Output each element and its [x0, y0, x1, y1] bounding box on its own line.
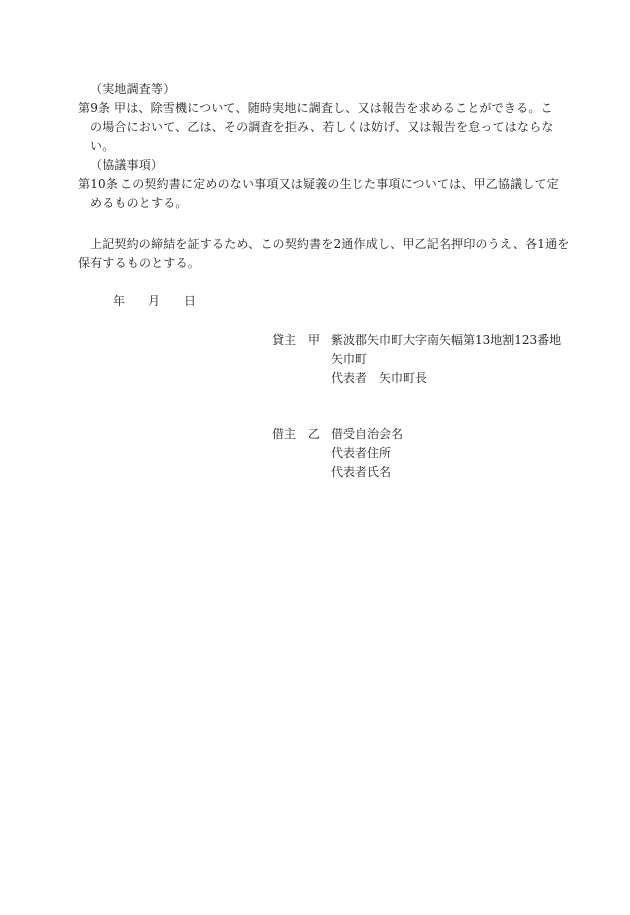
article10-text-line1: この契約書に定めのない事項又は疑義の生じた事項については、甲乙協議して定 — [120, 177, 559, 191]
article10-line1 — [78, 175, 559, 194]
article9-text-line3: い。 — [90, 139, 115, 153]
article9-line1 — [78, 99, 553, 118]
borrower-label: 借主 乙 — [272, 427, 321, 441]
date-year: 年 — [113, 294, 126, 308]
article9-heading: （実地調査等） — [90, 82, 176, 96]
borrower-name: 借受自治会名 — [331, 427, 404, 441]
article10-number: 第10条 — [78, 177, 119, 191]
date-day: 日 — [184, 294, 197, 308]
lender-label: 貸主 甲 — [272, 333, 321, 347]
borrower-representative: 代表者氏名 — [331, 465, 392, 479]
lender-representative: 代表者 矢巾町長 — [331, 371, 428, 385]
borrower-address: 代表者住所 — [331, 446, 392, 460]
closing-line1: 上記契約の締結を証するため、この契約書を2通作成し、甲乙記名押印のうえ、各1通を — [90, 237, 570, 251]
lender-address: 紫波郡矢巾町大字南矢幅第13地割123番地 — [331, 333, 562, 347]
lender-name: 矢巾町 — [331, 352, 368, 366]
closing-line2: 保有するものとする。 — [78, 256, 201, 270]
article10-heading: （協議事項） — [90, 158, 164, 172]
article9-text-line2: の場合において、乙は、その調査を拒み、若しくは妨げ、又は報告を怠ってはならな — [90, 120, 554, 134]
date-month: 月 — [148, 294, 161, 308]
article10-text-line2: めるものとする。 — [90, 196, 188, 210]
article9-number: 第9条 — [78, 101, 111, 115]
article9-text-line1: 甲は、除雪機について、随時実地に調査し、又は報告を求めることができる。こ — [114, 101, 553, 115]
